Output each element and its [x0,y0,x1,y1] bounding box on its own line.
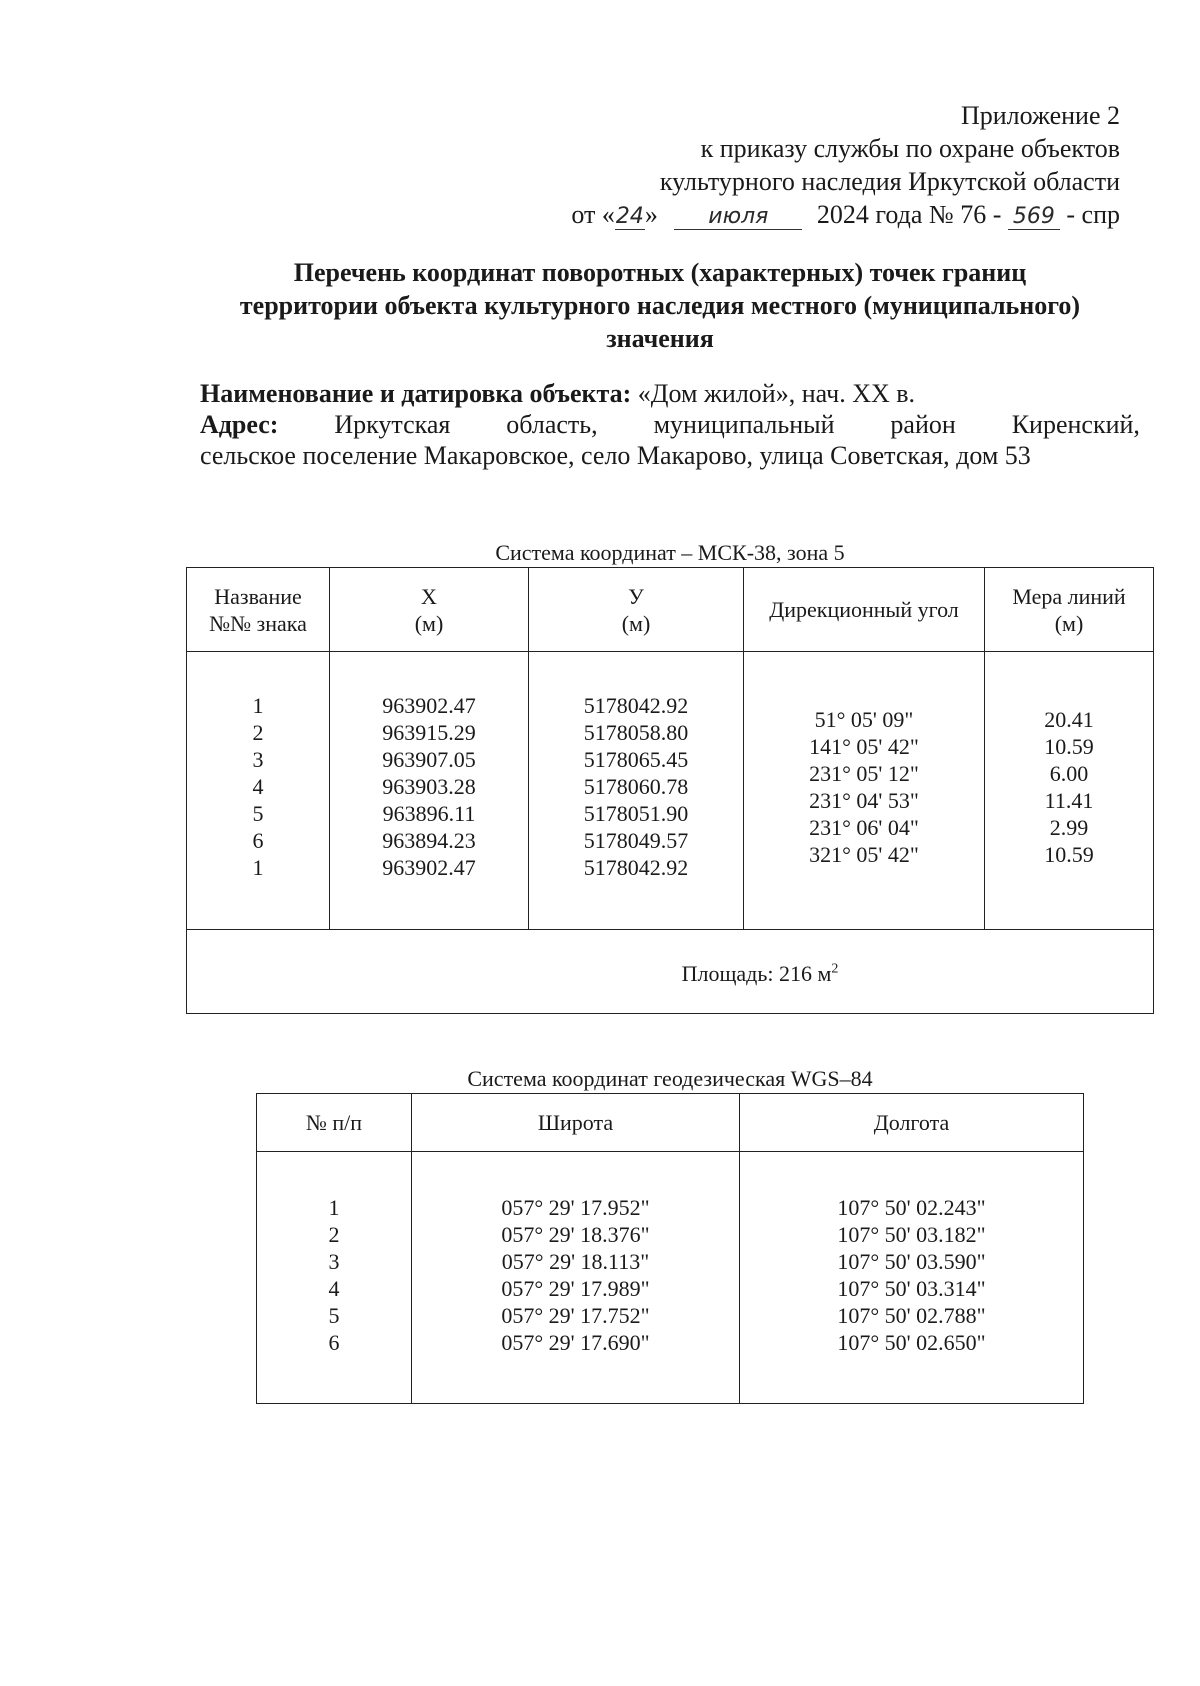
appendix-title: Приложение 2 [960,101,1120,130]
y-values-cell [529,652,744,930]
angle-value: 321° 05' 42" [809,842,919,867]
wgs-coordinates-table [256,1093,1084,1404]
angle-values-cell [744,652,985,930]
area-cell [187,930,1154,1014]
wgs-point-number: 1 [328,1195,340,1220]
wgs-point-number: 2 [328,1222,340,1247]
length-value: 2.99 [1049,815,1089,840]
longitude-value: 107° 50' 02.243" [837,1195,986,1220]
x-value: 963907.05 [382,747,476,772]
appendix-date-line [571,198,1120,231]
wgs-point-number: 5 [328,1303,340,1328]
object-name-value: «Дом жилой», нач. XX в. [637,379,916,408]
header-longitude: Долгота [740,1094,1084,1152]
msk-caption: Система координат – МСК-38, зона 5 [495,540,845,565]
msk-coordinates-table [186,567,1154,1014]
area-text: Площадь: 216 $м^2$ [681,961,839,987]
header-point-name: Название №№ знака [187,568,330,652]
longitude-values-cell [740,1152,1084,1404]
msk-header-row [187,568,1154,652]
latitude-value: 057° 29' 17.690" [501,1330,650,1355]
angle-value: 231° 06' 04" [809,815,919,840]
address-word: область, [506,410,598,439]
address-line-2: сельское поселение Макаровское, село Макарово, улица Советская, дом 53 [200,441,1031,470]
point-number: 6 [252,828,264,853]
area-superscript: 2 [831,961,839,977]
point-number: 1 [252,693,264,718]
length-value: 6.00 [1049,761,1089,786]
point-numbers-cell [187,652,330,930]
title-line-2: территории объекта культурного наследия местного (муниципального) [239,291,1081,320]
document-title [180,256,1140,355]
point-number: 5 [252,801,264,826]
x-value: 963894.23 [382,828,476,853]
length-value: 10.59 [1044,734,1094,759]
x-value: 963896.11 [382,801,476,826]
wgs-numbers-cell [257,1152,412,1404]
latitude-value: 057° 29' 17.752" [501,1303,650,1328]
handwritten-day: 24 [615,204,644,229]
header-length: Мера линий (м) [985,568,1154,652]
latitude-value: 057° 29' 18.376" [501,1222,650,1247]
header-latitude: Широта [412,1094,740,1152]
y-value: 5178042.92 [583,855,689,880]
x-value: 963902.47 [382,855,476,880]
header-angle: Дирекционный угол [744,568,985,652]
address-word: район [890,410,956,439]
y-value: 5178049.57 [583,828,689,853]
handwritten-order-number: 569 [1008,205,1060,230]
latitude-value: 057° 29' 17.952" [501,1195,650,1220]
angle-value: 141° 05' 42" [809,734,919,759]
y-value: 5178060.78 [583,774,689,799]
point-number: 2 [252,720,264,745]
longitude-value: 107° 50' 02.650" [837,1330,986,1355]
longitude-value: 107° 50' 03.314" [837,1276,986,1301]
msk-area-row [187,930,1154,1014]
x-value: 963902.47 [382,693,476,718]
latitude-values-cell [412,1152,740,1404]
appendix-order-ref: к приказу службы по охране объектов [700,134,1120,163]
header-number: № п/п [257,1094,412,1152]
point-number: 3 [252,747,264,772]
address-word: Иркутская [334,410,451,439]
title-line-1: Перечень координат поворотных (характерных) точек границ [293,258,1027,287]
appendix-authority: культурного наследия Иркутской области [659,167,1120,196]
date-year: 2024 года № 76 - [816,200,1002,229]
y-value: 5178051.90 [583,801,689,826]
handwritten-month: июля [674,205,802,230]
wgs-caption: Система координат геодезическая WGS–84 [467,1066,873,1091]
address-line-1 [200,409,1140,440]
title-line-3: значения [606,324,714,353]
date-mid: » [644,200,658,229]
angle-value: 231° 05' 12" [809,761,919,786]
address-word: Киренский, [1011,410,1140,439]
longitude-value: 107° 50' 03.590" [837,1249,986,1274]
address-label: Адрес: [200,410,279,439]
point-number: 1 [252,855,264,880]
length-values-cell [985,652,1154,930]
angle-value: 231° 04' 53" [809,788,919,813]
latitude-value: 057° 29' 17.989" [501,1276,650,1301]
object-name-label: Наименование и датировка объекта: [200,379,632,408]
address-word: муниципальный [653,410,835,439]
latitude-value: 057° 29' 18.113" [501,1249,650,1274]
x-value: 963903.28 [382,774,476,799]
wgs-point-number: 3 [328,1249,340,1274]
appendix-block [571,99,1120,231]
length-value: 11.41 [1044,788,1094,813]
object-name-line [200,378,1140,409]
y-value: 5178058.80 [583,720,689,745]
wgs-point-number: 6 [328,1330,340,1355]
header-y: У (м) [529,568,744,652]
wgs-point-number: 4 [328,1276,340,1301]
angle-value: 51° 05' 09" [814,707,914,732]
wgs-header-row [257,1094,1084,1152]
longitude-value: 107° 50' 03.182" [837,1222,986,1247]
wgs-data-row [257,1152,1084,1404]
order-suffix: - спр [1066,200,1120,229]
date-prefix: от « [571,200,615,229]
msk-data-row [187,652,1154,930]
longitude-value: 107° 50' 02.788" [837,1303,986,1328]
object-info [200,378,1140,471]
y-value: 5178065.45 [583,747,689,772]
header-x: X (м) [330,568,529,652]
length-value: 20.41 [1044,707,1094,732]
length-value: 10.59 [1044,842,1094,867]
x-values-cell [330,652,529,930]
x-value: 963915.29 [382,720,476,745]
y-value: 5178042.92 [583,693,689,718]
point-number: 4 [252,774,264,799]
